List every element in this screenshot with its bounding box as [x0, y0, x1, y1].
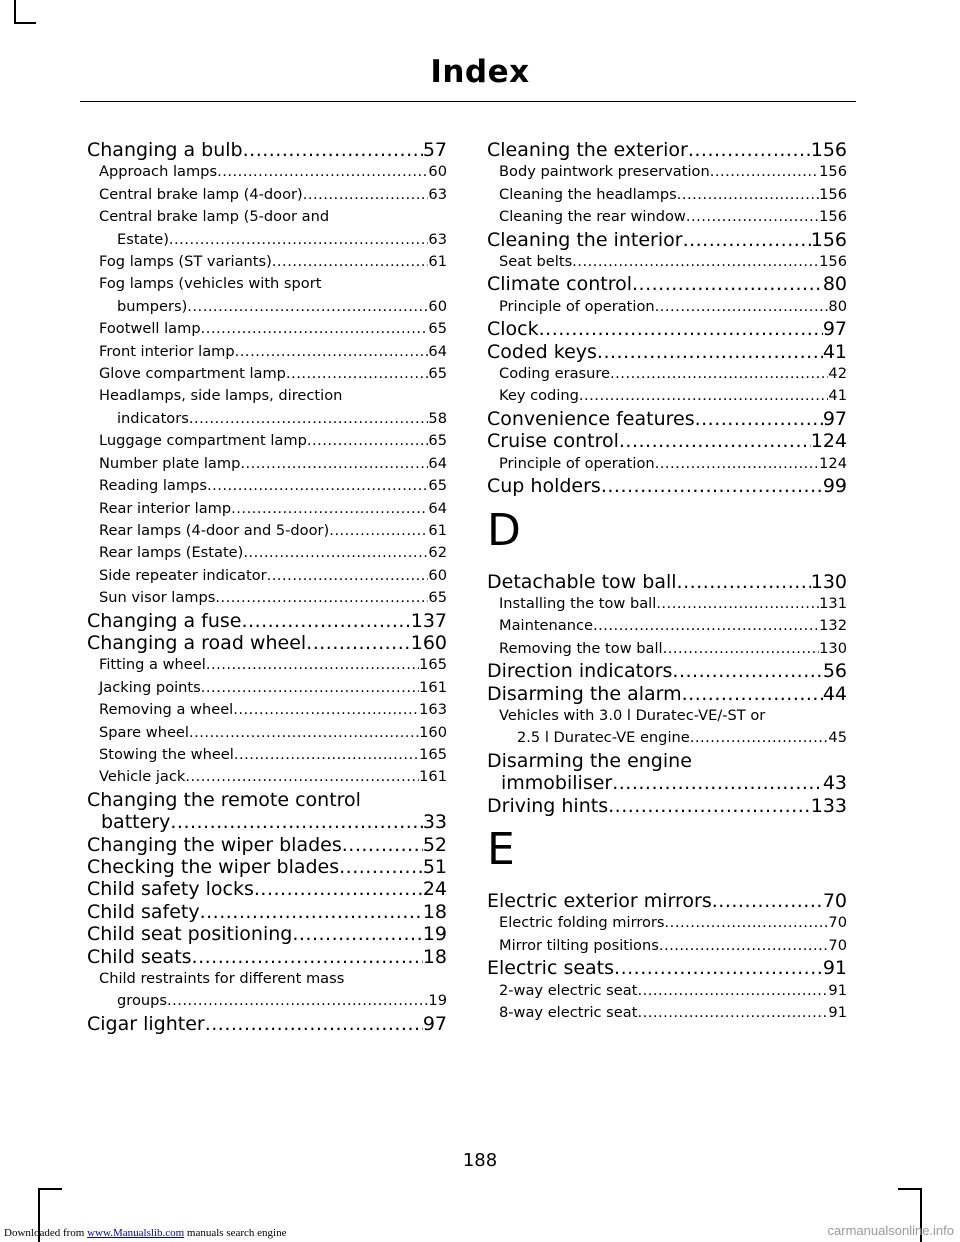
dot-leader: [614, 957, 823, 979]
index-entry: [87, 923, 447, 945]
entry-page-number: 65: [428, 320, 447, 338]
dot-leader: [243, 139, 423, 161]
entry-text: Side repeater indicator: [99, 566, 267, 584]
index-subentry: [487, 935, 847, 957]
entry-text: Fitting a wheel: [99, 656, 206, 674]
index-subentry: [487, 593, 847, 615]
index-subentry: [87, 318, 447, 340]
entry-page-number: 91: [822, 957, 847, 980]
entry-text-line1: Vehicles with 3.0 l Duratec-VE/-ST or: [499, 706, 766, 724]
index-subentry: [87, 766, 447, 788]
entry-text: Principle of operation: [499, 297, 655, 315]
index-subentry: [487, 980, 847, 1002]
dot-leader: [201, 318, 429, 340]
index-entry: [487, 683, 847, 705]
entry-page-number: 124: [810, 430, 847, 453]
dot-leader: [243, 542, 428, 564]
index-entry: [487, 139, 847, 161]
entry-page-number: 99: [822, 475, 847, 498]
dot-leader: [240, 453, 428, 475]
index-entry: [487, 957, 847, 979]
entry-page-number: 51: [422, 856, 447, 878]
dot-leader: [686, 206, 819, 228]
entry-text: Coded keys: [487, 340, 597, 363]
entry-text-line1: Central brake lamp (5-door and: [99, 208, 330, 226]
entry-text-line1: Child restraints for different mass: [99, 970, 345, 988]
entry-page-number: 65: [428, 589, 447, 607]
entry-text: Front interior lamp: [99, 342, 235, 360]
entry-page-number: 124: [819, 454, 847, 472]
entry-text: Electric seats: [487, 957, 615, 980]
entry-text: Direction indicators: [487, 660, 673, 683]
dot-leader: [601, 475, 823, 497]
entry-text: Cruise control: [487, 430, 619, 453]
entry-text: Electric exterior mirrors: [487, 889, 712, 912]
dot-leader: [189, 722, 419, 744]
entry-text: Detachable tow ball: [487, 570, 677, 593]
entry-text: Driving hints: [487, 794, 609, 817]
entry-text: Removing the tow ball: [499, 639, 663, 657]
entry-text: Child safety: [87, 900, 200, 923]
dot-leader: [342, 834, 423, 856]
download-footer: [4, 1227, 286, 1239]
entry-page-number: 64: [428, 499, 447, 517]
index-subentry: [87, 744, 447, 766]
index-entry: [487, 475, 847, 497]
index-subentry: [487, 638, 847, 660]
dot-leader: [619, 430, 811, 452]
entry-page-number: 97: [822, 318, 847, 341]
dot-leader: [665, 912, 829, 934]
dot-leader: [712, 890, 823, 912]
dot-leader: [656, 593, 819, 615]
entry-page-number: 137: [410, 609, 447, 632]
index-entry: [87, 610, 447, 632]
entry-text: Key coding: [499, 387, 579, 405]
entry-page-number: 63: [428, 230, 447, 248]
entry-text: Checking the wiper blades: [87, 856, 340, 878]
entry-text: Cleaning the interior: [487, 228, 683, 251]
entry-text: Convenience features: [487, 407, 695, 430]
dot-leader: [608, 795, 811, 817]
entry-page-number: 156: [810, 228, 847, 251]
dot-leader: [205, 1013, 423, 1035]
dot-leader: [217, 161, 428, 183]
entry-text-line1: Headlamps, side lamps, direction: [99, 387, 343, 405]
index-entry: [87, 856, 447, 878]
entry-page-number: 43: [822, 772, 847, 795]
index-entry: [487, 408, 847, 430]
crop-mark-top-left: [14, 22, 36, 24]
dot-leader: [189, 408, 429, 430]
index-column-right: [487, 139, 847, 1024]
entry-page-number: 165: [419, 656, 447, 674]
dot-leader: [672, 660, 822, 682]
index-subentry: [487, 912, 847, 934]
entry-page-number: 156: [819, 163, 847, 181]
entry-page-number: 70: [828, 914, 847, 932]
entry-text: Vehicle jack: [99, 768, 186, 786]
footer-suffix: manuals search engine: [186, 1227, 287, 1239]
entry-text: Removing a wheel: [99, 701, 234, 719]
dot-leader: [254, 878, 423, 900]
footer-prefix: Downloaded from: [4, 1227, 85, 1239]
index-entry: [487, 571, 847, 593]
entry-page-number: 42: [828, 365, 847, 383]
entry-page-number: 80: [822, 273, 847, 296]
dot-leader: [185, 766, 419, 788]
section-letter: D: [487, 504, 521, 556]
entry-page-number: 97: [822, 407, 847, 430]
section-letter: E: [487, 823, 515, 875]
watermark: carmanualsonline.info: [827, 1223, 954, 1238]
index-subentry: [87, 722, 447, 744]
dot-leader: [272, 251, 429, 273]
index-entry: [487, 430, 847, 452]
index-subentry: [87, 968, 447, 1013]
index-subentry: [87, 430, 447, 452]
entry-page-number: 165: [419, 745, 447, 763]
entry-page-number: 70: [822, 889, 847, 912]
entry-page-number: 131: [819, 594, 847, 612]
entry-page-number: 65: [428, 432, 447, 450]
dot-leader: [292, 923, 422, 945]
dot-leader: [200, 901, 423, 923]
entry-text-line1: Fog lamps (vehicles with sport: [99, 275, 322, 293]
entry-page-number: 70: [828, 936, 847, 954]
index-entry: [87, 946, 447, 968]
entry-page-number: 156: [819, 185, 847, 203]
entry-text: Cleaning the headlamps: [499, 185, 677, 203]
entry-page-number: 65: [428, 365, 447, 383]
entry-page-number: 18: [422, 945, 447, 968]
entry-page-number: 19: [422, 923, 447, 946]
entry-page-number: 161: [419, 678, 447, 696]
dot-leader: [215, 587, 428, 609]
dot-leader: [572, 251, 819, 273]
index-subentry: [487, 1002, 847, 1024]
crop-mark-bottom-right: [898, 1188, 922, 1190]
index-subentry: [487, 453, 847, 475]
entry-page-number: 61: [428, 253, 447, 271]
entry-text: Stowing the wheel: [99, 745, 234, 763]
index-subentry: [487, 206, 847, 228]
entry-text: Principle of operation: [499, 454, 655, 472]
index-subentry: [487, 385, 847, 407]
entry-text: Mirror tilting positions: [499, 936, 659, 954]
index-entry: [87, 632, 447, 654]
dot-leader: [632, 273, 823, 295]
entry-page-number: 91: [828, 1004, 847, 1021]
dot-leader: [201, 677, 419, 699]
entry-text: 2.5 l Duratec-VE engine: [517, 729, 690, 747]
index-subentry: [87, 542, 447, 564]
entry-text: Climate control: [487, 273, 633, 296]
entry-text: bumpers): [117, 297, 188, 315]
entry-text: Luggage compartment lamp: [99, 432, 307, 450]
entry-page-number: 61: [428, 521, 447, 539]
entry-text: indicators: [117, 409, 189, 427]
dot-leader: [539, 318, 823, 340]
entry-text: Glove compartment lamp: [99, 365, 286, 383]
index-subentry: [487, 363, 847, 385]
page-title: Index: [430, 54, 530, 90]
index-subentry: [87, 363, 447, 385]
entry-page-number: 24: [422, 878, 447, 901]
dot-leader: [695, 408, 823, 430]
title-rule: [80, 101, 856, 102]
entry-page-number: 156: [819, 253, 847, 271]
index-subentry: [487, 161, 847, 183]
entry-page-number: 60: [428, 297, 447, 315]
dot-leader: [267, 565, 429, 587]
index-subentry: [87, 654, 447, 676]
index-entry: [487, 273, 847, 295]
index-subentry: [87, 206, 447, 251]
entry-text: Changing a bulb: [87, 139, 243, 161]
index-subentry: [87, 565, 447, 587]
entry-page-number: 62: [428, 544, 447, 562]
entry-page-number: 60: [428, 163, 447, 181]
dot-leader: [169, 229, 429, 251]
entry-page-number: 60: [428, 566, 447, 584]
index-entry: [487, 341, 847, 363]
entry-page-number: 41: [822, 340, 847, 363]
entry-page-number: 64: [428, 454, 447, 472]
entry-text: battery: [101, 811, 171, 834]
dot-leader: [655, 296, 829, 318]
dot-leader: [682, 683, 823, 705]
index-subentry: [487, 251, 847, 273]
index-subentry: [87, 520, 447, 542]
dot-leader: [170, 811, 422, 833]
index-entry: [487, 229, 847, 251]
dot-leader: [329, 520, 428, 542]
dot-leader: [677, 571, 811, 593]
dot-leader: [207, 475, 428, 497]
entry-page-number: 132: [819, 617, 847, 635]
index-subentry: [87, 251, 447, 273]
entry-text: Spare wheel: [99, 723, 189, 741]
index-subentry: [87, 699, 447, 721]
dot-leader: [306, 632, 411, 654]
entry-page-number: 65: [428, 477, 447, 495]
entry-page-number: 130: [810, 570, 847, 593]
index-entry: [487, 660, 847, 682]
entry-text: Cigar lighter: [87, 1012, 205, 1035]
index-subentry: [87, 161, 447, 183]
entry-text: Rear lamps (Estate): [99, 544, 244, 562]
entry-page-number: 160: [410, 631, 447, 654]
index-entry: [487, 318, 847, 340]
entry-text: Electric folding mirrors: [499, 914, 665, 932]
entry-text: Child seats: [87, 945, 192, 968]
dot-leader: [231, 498, 428, 520]
entry-text: Body paintwork preservation: [499, 163, 710, 181]
entry-page-number: 91: [828, 981, 847, 999]
index-entry: [87, 139, 447, 161]
entry-page-number: 161: [419, 768, 447, 786]
entry-text: Central brake lamp (4-door): [99, 185, 303, 203]
entry-text: Number plate lamp: [99, 454, 241, 472]
entry-text: Cleaning the rear window: [499, 208, 686, 226]
entry-page-number: 133: [810, 794, 847, 817]
index-subentry: [87, 587, 447, 609]
dot-leader: [610, 363, 828, 385]
entry-text: Child safety locks: [87, 878, 254, 901]
entry-page-number: 41: [828, 387, 847, 405]
dot-leader: [655, 453, 820, 475]
entry-text: Installing the tow ball: [499, 594, 657, 612]
entry-text-line1: Disarming the engine: [487, 749, 692, 772]
entry-text: Fog lamps (ST variants): [99, 253, 272, 271]
entry-page-number: 64: [428, 342, 447, 360]
index-entry: [87, 834, 447, 856]
entry-text-line1: Changing the remote control: [87, 788, 361, 811]
entry-text: Rear lamps (4-door and 5-door): [99, 521, 330, 539]
entry-text: Child seat positioning: [87, 923, 293, 946]
dot-leader: [659, 935, 829, 957]
entry-text: Disarming the alarm: [487, 682, 682, 705]
entry-page-number: 45: [828, 729, 847, 747]
entry-page-number: 56: [822, 660, 847, 683]
index-subentry: [487, 184, 847, 206]
entry-text: Approach lamps: [99, 163, 218, 181]
entry-page-number: 63: [428, 185, 447, 203]
entry-text: Cup holders: [487, 475, 601, 498]
dot-leader: [677, 184, 819, 206]
index-subentry: [87, 453, 447, 475]
dot-leader: [663, 638, 820, 660]
entry-page-number: 19: [428, 992, 447, 1010]
index-entry: [87, 878, 447, 900]
dot-leader: [593, 615, 819, 637]
entry-page-number: 18: [422, 900, 447, 923]
index-entry: [87, 789, 447, 834]
entry-text: Changing a fuse: [87, 609, 242, 632]
index-subentry: [87, 273, 447, 318]
index-entry: [87, 1013, 447, 1035]
dot-leader: [192, 946, 423, 968]
entry-page-number: 44: [822, 682, 847, 705]
dot-leader: [206, 654, 419, 676]
entry-text: Sun visor lamps: [99, 589, 216, 607]
entry-page-number: 80: [828, 297, 847, 315]
entry-text: Maintenance: [499, 617, 593, 635]
entry-text: Changing a road wheel: [87, 631, 307, 654]
index-subentry: [487, 705, 847, 750]
entry-text: Reading lamps: [99, 477, 207, 495]
entry-text: 8-way electric seat: [499, 1004, 638, 1021]
entry-text: Cleaning the exterior: [487, 139, 688, 161]
entry-page-number: 163: [419, 701, 447, 719]
index-subentry: [87, 385, 447, 430]
entry-page-number: 57: [422, 139, 447, 161]
entry-page-number: 58: [428, 409, 447, 427]
entry-text: groups: [117, 992, 167, 1010]
entry-text: Footwell lamp: [99, 320, 201, 338]
entry-text: Rear interior lamp: [99, 499, 232, 517]
entry-page-number: 156: [819, 208, 847, 226]
dot-leader: [612, 772, 823, 794]
index-column-left: [87, 139, 447, 1035]
dot-leader: [187, 296, 428, 318]
entry-text: Seat belts: [499, 253, 573, 271]
entry-page-number: 52: [422, 833, 447, 856]
dot-leader: [690, 727, 829, 749]
dot-leader: [637, 1002, 828, 1024]
dot-leader: [233, 699, 419, 721]
dot-leader: [286, 363, 428, 385]
entry-text: Coding erasure: [499, 365, 611, 383]
index-subentry: [87, 475, 447, 497]
crop-mark-top-left: [14, 0, 16, 24]
entry-page-number: 33: [422, 811, 447, 834]
entry-text: Changing the wiper blades: [87, 833, 342, 856]
entry-text: Estate): [117, 230, 169, 248]
index-subentry: [487, 296, 847, 318]
crop-mark-bottom-left: [38, 1188, 62, 1190]
manualslib-link[interactable]: www.Manualslib.com: [87, 1227, 185, 1239]
dot-leader: [710, 161, 819, 183]
dot-leader: [241, 610, 410, 632]
dot-leader: [235, 341, 429, 363]
dot-leader: [167, 990, 428, 1012]
entry-text: Clock: [487, 318, 539, 341]
dot-leader: [683, 229, 811, 251]
dot-leader: [597, 341, 823, 363]
dot-leader: [307, 430, 429, 452]
dot-leader: [637, 980, 828, 1002]
dot-leader: [234, 744, 419, 766]
dot-leader: [303, 184, 429, 206]
entry-text: immobiliser: [501, 772, 613, 795]
entry-text: Jacking points: [99, 678, 201, 696]
entry-page-number: 160: [419, 723, 447, 741]
page-number: 188: [462, 1150, 498, 1171]
index-subentry: [87, 498, 447, 520]
index-entry: [487, 750, 847, 795]
dot-leader: [688, 139, 811, 161]
index-entry: [487, 795, 847, 817]
dot-leader: [339, 856, 423, 878]
dot-leader: [579, 385, 829, 407]
index-entry: [87, 901, 447, 923]
index-subentry: [87, 341, 447, 363]
entry-text: 2-way electric seat: [499, 981, 638, 999]
index-subentry: [87, 677, 447, 699]
index-entry: [487, 890, 847, 912]
index-subentry: [487, 615, 847, 637]
entry-page-number: 130: [819, 639, 847, 657]
entry-page-number: 97: [422, 1012, 447, 1035]
index-subentry: [87, 184, 447, 206]
entry-page-number: 156: [810, 139, 847, 161]
